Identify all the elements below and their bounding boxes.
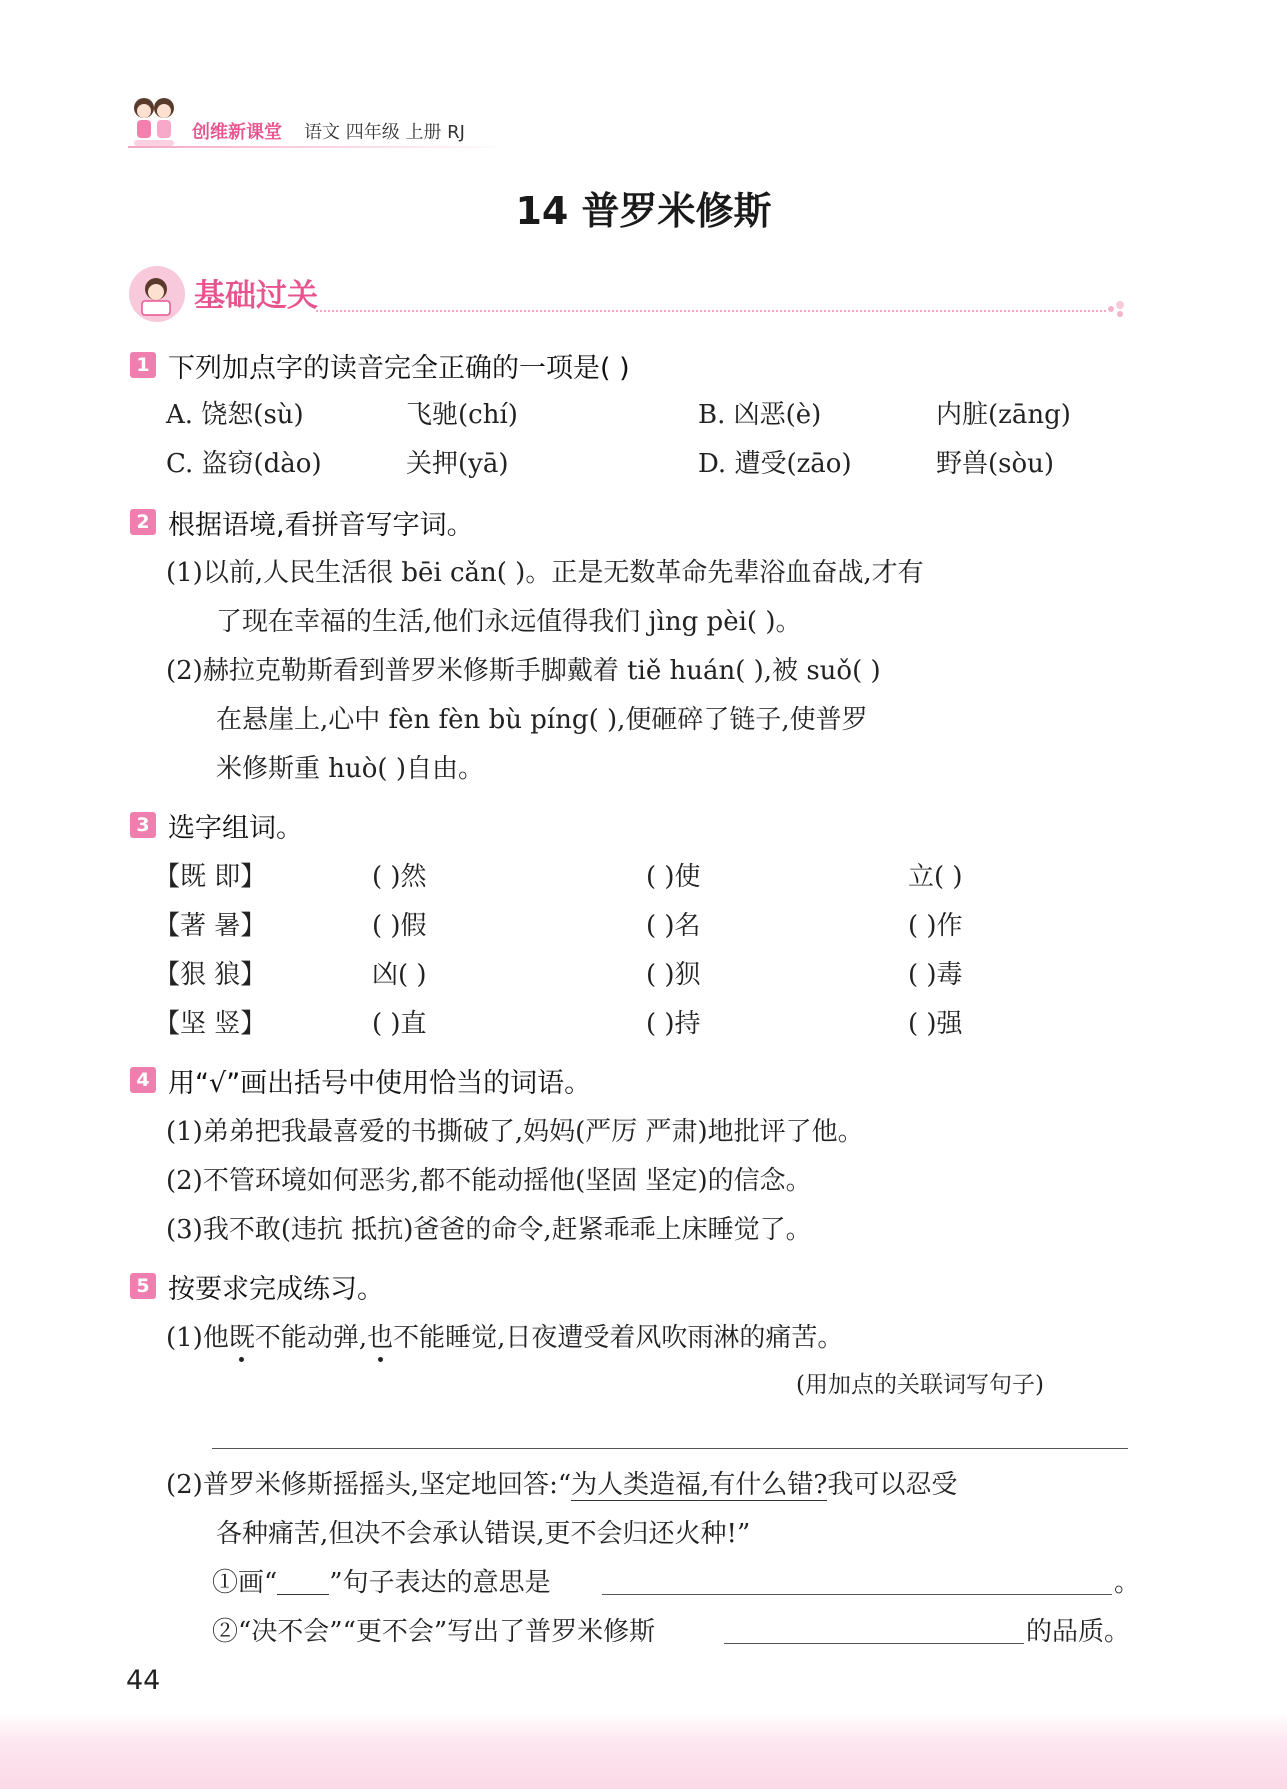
decorative-dots-icon bbox=[1106, 300, 1128, 320]
word-blank: 立( ) bbox=[908, 862, 963, 892]
brand-name: 创维新课堂 bbox=[192, 122, 282, 143]
question-number-4: 4 bbox=[130, 1067, 156, 1093]
question-number-1: 1 bbox=[130, 352, 156, 378]
word-blank: ( )然 bbox=[372, 862, 427, 892]
q5-sub-1-prefix: ①画“ ”句子表达的意思是 bbox=[212, 1562, 551, 1599]
kids-mascot-logo bbox=[128, 90, 180, 152]
question-4-text: 用“√”画出括号中使用恰当的词语。 bbox=[168, 1068, 592, 1099]
answer-line[interactable] bbox=[602, 1594, 1112, 1595]
option-c-word-1: C. 盗窃(dào) bbox=[166, 449, 322, 479]
word-blank: ( )狈 bbox=[646, 960, 701, 990]
question-number-3: 3 bbox=[130, 812, 156, 838]
emphasis-dot-char: 也 bbox=[367, 1317, 393, 1354]
q4-line-2: (2)不管环境如何恶劣,都不能动摇他(坚固 坚定)的信念。 bbox=[166, 1166, 812, 1196]
section-title: 基础过关 bbox=[194, 278, 318, 314]
answer-line[interactable] bbox=[724, 1643, 1024, 1644]
question-number-2: 2 bbox=[130, 509, 156, 535]
underlined-sentence: 为人类造福,有什么错? bbox=[571, 1470, 828, 1500]
char-pair-1: 【既 即】 bbox=[154, 862, 267, 892]
page-number: 44 bbox=[126, 1665, 161, 1696]
word-blank: ( )假 bbox=[372, 911, 427, 941]
option-b-word-2: 内脏(zāng) bbox=[936, 400, 1071, 430]
footer-band bbox=[0, 1712, 1287, 1789]
option-c-word-2: 关押(yā) bbox=[406, 449, 509, 479]
q5-sub-2-prefix: ②“决不会”“更不会”写出了普罗米修斯 bbox=[212, 1617, 656, 1647]
book-info: 语文 四年级 上册 RJ bbox=[304, 122, 465, 143]
char-pair-3: 【狠 狼】 bbox=[154, 960, 267, 990]
answer-line[interactable] bbox=[212, 1448, 1128, 1449]
char-pair-2: 【著 暑】 bbox=[154, 911, 267, 941]
q4-line-3: (3)我不敢(违抗 抵抗)爸爸的命令,赶紧乖乖上床睡觉了。 bbox=[166, 1215, 812, 1245]
question-5-text: 按要求完成练习。 bbox=[168, 1274, 384, 1305]
q2-line-1: (1)以前,人民生活很 bēi cǎn( )。正是无数革命先辈浴血奋战,才有 bbox=[166, 558, 924, 588]
reader-mascot-icon bbox=[128, 265, 186, 323]
word-blank: ( )作 bbox=[908, 911, 963, 941]
word-blank: ( )直 bbox=[372, 1009, 427, 1039]
q5-sentence-2-cont: 各种痛苦,但决不会承认错误,更不会归还火种!” bbox=[216, 1519, 751, 1549]
q2-line-2: 了现在幸福的生活,他们永远值得我们 jìng pèi( )。 bbox=[216, 607, 802, 637]
section-divider bbox=[316, 310, 1106, 312]
q4-line-1: (1)弟弟把我最喜爱的书撕破了,妈妈(严厉 严肃)地批评了他。 bbox=[166, 1117, 864, 1147]
word-blank: 凶( ) bbox=[372, 960, 427, 990]
word-blank: ( )使 bbox=[646, 862, 701, 892]
word-blank: ( )强 bbox=[908, 1009, 963, 1039]
q5-sentence-2: (2)普罗米修斯摇摇头,坚定地回答:“为人类造福,有什么错?我可以忍受 bbox=[166, 1470, 958, 1500]
option-a-word-2: 飞驰(chí) bbox=[406, 400, 518, 430]
q5-hint: (用加点的关联词写句子) bbox=[796, 1372, 1044, 1398]
question-3-text: 选字组词。 bbox=[168, 813, 303, 844]
option-b-word-1: B. 凶恶(è) bbox=[698, 400, 822, 430]
q2-line-3: (2)赫拉克勒斯看到普罗米修斯手脚戴着 tiě huán( ),被 suǒ( ) bbox=[166, 656, 881, 686]
option-d-word-2: 野兽(sòu) bbox=[936, 449, 1055, 479]
underline-sample bbox=[277, 1565, 329, 1595]
char-pair-4: 【坚 竖】 bbox=[154, 1009, 267, 1039]
word-blank: ( )名 bbox=[646, 911, 701, 941]
emphasis-dot-char: 既 bbox=[229, 1317, 255, 1354]
q2-line-4: 在悬崖上,心中 fèn fèn bù píng( ),便砸碎了链子,使普罗 bbox=[216, 705, 868, 735]
q5-sub-1-end: 。 bbox=[1114, 1568, 1141, 1598]
question-2-text: 根据语境,看拼音写字词。 bbox=[168, 510, 474, 541]
q2-line-5: 米修斯重 huò( )自由。 bbox=[216, 754, 484, 784]
option-d-word-1: D. 遭受(zāo) bbox=[698, 449, 852, 479]
option-a-word-1: A. 饶恕(sù) bbox=[166, 400, 304, 430]
lesson-title: 14 普罗米修斯 bbox=[515, 189, 772, 233]
header-divider bbox=[128, 146, 508, 148]
word-blank: ( )毒 bbox=[908, 960, 963, 990]
question-1-text: 下列加点字的读音完全正确的一项是( ) bbox=[168, 353, 630, 384]
q5-sentence-1: (1)他既不能动弹,也不能睡觉,日夜遭受着风吹雨淋的痛苦。 bbox=[166, 1317, 843, 1354]
q5-sub-2-suffix: 的品质。 bbox=[1026, 1617, 1131, 1647]
word-blank: ( )持 bbox=[646, 1009, 701, 1039]
question-number-5: 5 bbox=[130, 1273, 156, 1299]
